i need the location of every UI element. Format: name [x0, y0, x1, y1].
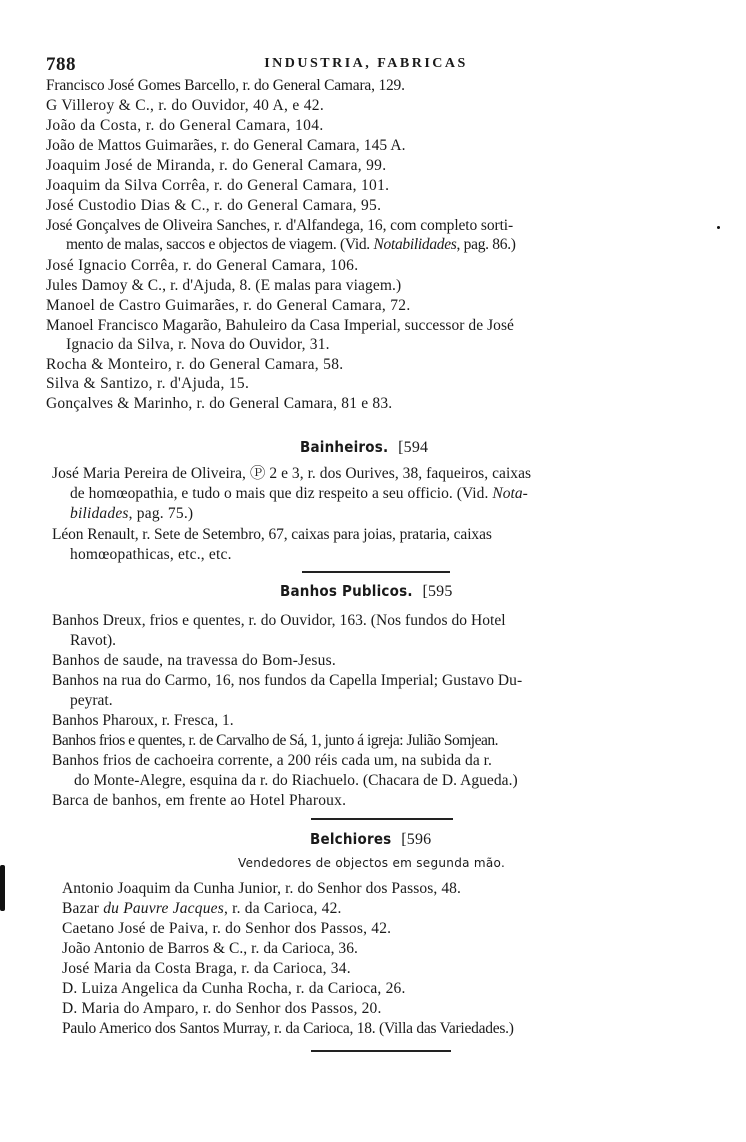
- list-item: Bazar du Pauvre Jacques, r. da Carioca, 42.: [62, 900, 342, 917]
- list-item: Joaquim José de Miranda, r. do General Camara, 99.: [46, 157, 387, 174]
- list-item: Manoel de Castro Guimarães, r. do General Camara, 72.: [46, 297, 411, 314]
- section-divider: [311, 1050, 451, 1052]
- list-item: Banhos Dreux, frios e quentes, r. do Ouvidor, 163. (Nos fundos do Hotel: [52, 612, 506, 629]
- list-item: José Maria da Costa Braga, r. da Carioca, 34.: [62, 960, 351, 977]
- trademark-icon: Ⓟ: [249, 465, 266, 482]
- list-item: João de Mattos Guimarães, r. do General Camara, 145 A.: [46, 137, 406, 154]
- section-title-596: Belchiores [596: [310, 830, 432, 848]
- list-item: Banhos de saude, na travessa do Bom-Jesus.: [52, 652, 336, 669]
- list-item: Paulo Americo dos Santos Murray, r. da Carioca, 18. (Villa das Variedades.): [62, 1020, 514, 1037]
- section-title-595: Banhos Publicos. [595: [280, 582, 453, 600]
- list-item-continuation: peyrat.: [70, 692, 113, 709]
- list-item-continuation: Ravot).: [70, 632, 117, 649]
- list-item: D. Maria do Amparo, r. do Senhor dos Passos, 20.: [62, 1000, 382, 1017]
- list-item: Jules Damoy & C., r. d'Ajuda, 8. (E malas para viagem.): [46, 277, 402, 294]
- list-item: Banhos frios de cachoeira corrente, a 200 réis cada um, na subida da r.: [52, 752, 492, 769]
- margin-speck: [717, 226, 720, 229]
- list-item-continuation: mento de malas, saccos e objectos de viagem. (Vid. Notabilidades, pag. 86.): [66, 236, 516, 253]
- section-subtitle: Vendedores de objectos em segunda mão.: [238, 856, 506, 870]
- margin-artifact: [0, 865, 5, 911]
- list-item: Joaquim da Silva Corrêa, r. do General Camara, 101.: [46, 177, 390, 194]
- list-item: Rocha & Monteiro, r. do General Camara, 58.: [46, 356, 344, 373]
- page-number: 788: [46, 54, 76, 75]
- list-item: Silva & Santizo, r. d'Ajuda, 15.: [46, 375, 250, 392]
- list-item: Manoel Francisco Magarão, Bahuleiro da Casa Imperial, successor de José: [46, 317, 514, 334]
- list-item-continuation: do Monte-Alegre, esquina da r. do Riachuelo. (Chacara de D. Agueda.): [74, 772, 518, 789]
- list-item: Léon Renault, r. Sete de Setembro, 67, caixas para joias, prataria, caixas: [52, 526, 492, 543]
- section-divider: [311, 818, 453, 820]
- list-item: José Custodio Dias & C., r. do General Camara, 95.: [46, 197, 382, 214]
- list-item: José Gonçalves de Oliveira Sanches, r. d'Alfandega, 16, com completo sorti-: [46, 217, 514, 234]
- section-divider: [302, 571, 450, 573]
- list-item: D. Luiza Angelica da Cunha Rocha, r. da Carioca, 26.: [62, 980, 406, 997]
- list-item: Gonçalves & Marinho, r. do General Camara, 81 e 83.: [46, 395, 393, 412]
- list-item-continuation: de homœopathia, e tudo o mais que diz respeito a seu officio. (Vid. Nota-: [70, 485, 528, 502]
- page-header: [46, 54, 686, 76]
- section-title-594: Bainheiros. [594: [300, 438, 429, 456]
- running-head: INDUSTRIA, FABRICAS: [264, 56, 468, 71]
- list-item: José Ignacio Corrêa, r. do General Camara, 106.: [46, 257, 359, 274]
- list-item-continuation: homœopathicas, etc., etc.: [70, 546, 232, 563]
- list-item: G Villeroy & C., r. do Ouvidor, 40 A, e 42.: [46, 97, 324, 114]
- list-item: Francisco José Gomes Barcello, r. do General Camara, 129.: [46, 77, 405, 94]
- list-item: Banhos na rua do Carmo, 16, nos fundos da Capella Imperial; Gustavo Du-: [52, 672, 523, 689]
- list-item: Caetano José de Paiva, r. do Senhor dos Passos, 42.: [62, 920, 392, 937]
- list-item: José Maria Pereira de Oliveira, Ⓟ 2 e 3, r. dos Ourives, 38, faqueiros, caixas: [52, 465, 532, 482]
- list-item: Banhos Pharoux, r. Fresca, 1.: [52, 712, 234, 729]
- list-item-continuation: Ignacio da Silva, r. Nova do Ouvidor, 31.: [66, 336, 330, 353]
- list-item: João Antonio de Barros & C., r. da Carioca, 36.: [62, 940, 358, 957]
- list-item: Banhos frios e quentes, r. de Carvalho de Sá, 1, junto á igreja: Julião Somjean.: [52, 732, 498, 749]
- list-item: João da Costa, r. do General Camara, 104.: [46, 117, 324, 134]
- list-item: Barca de banhos, em frente ao Hotel Pharoux.: [52, 792, 347, 809]
- list-item: Antonio Joaquim da Cunha Junior, r. do Senhor dos Passos, 48.: [62, 880, 462, 897]
- list-item-continuation: bilidades, pag. 75.): [70, 505, 194, 522]
